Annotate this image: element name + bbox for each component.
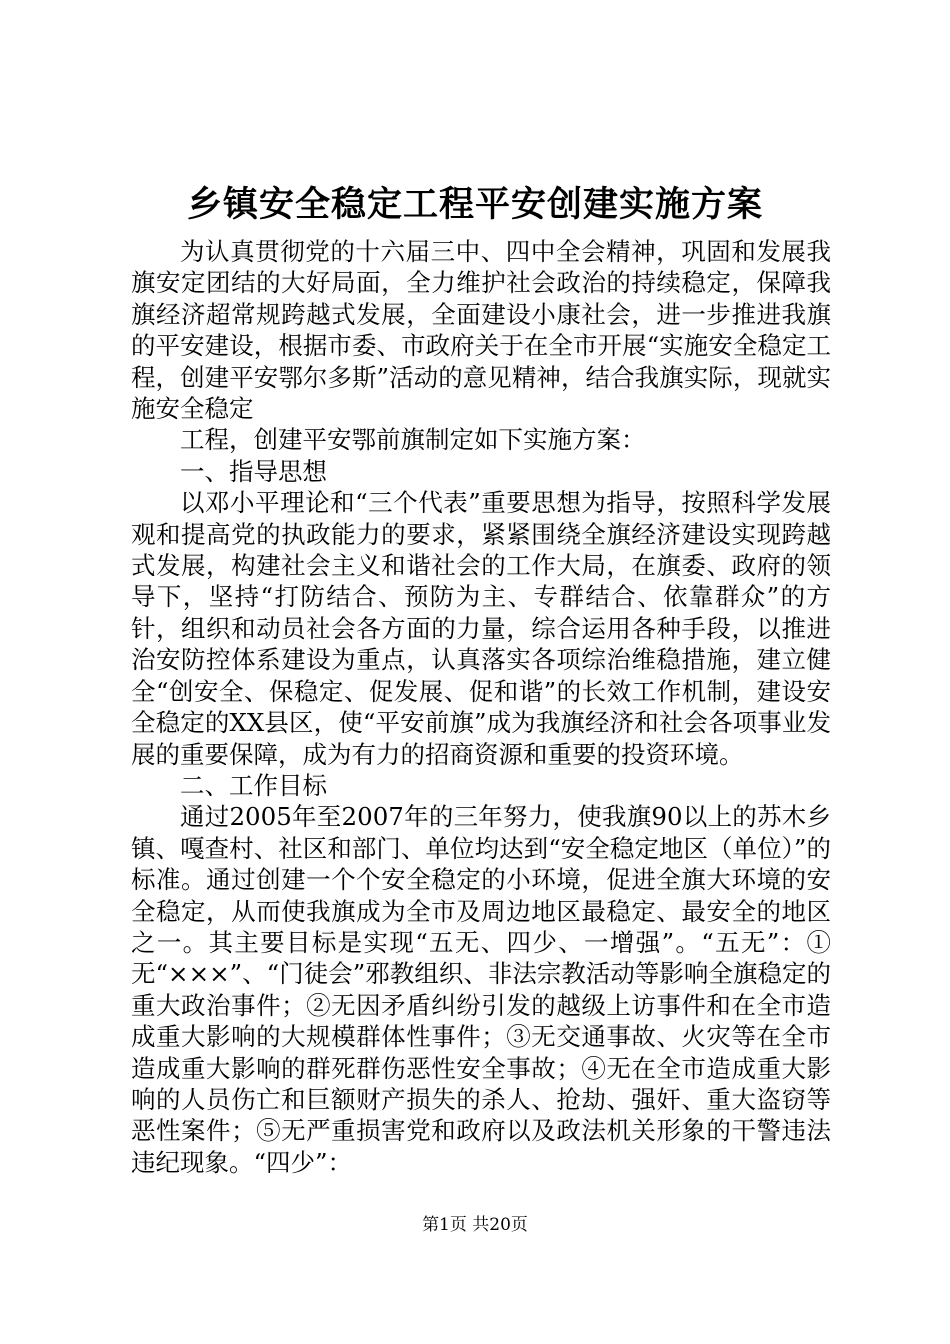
document-body xyxy=(131,236,831,1178)
paragraph-guiding-ideology: 以邓小平理论和“三个代表”重要思想为指导，按照科学发展观和提高党的执政能力的要求，紧紧围绕全旗经济建设实现跨越式发展，构建社会主义和谐社会的工作大局，在旗委、政府的领导下，坚持“打防结合、预防为主、专群结合、依靠群众”的方针，组织和动员社会各方面的力量，综合运用各种手段，以推进治安防控体系建设为重点，认真落实各项综治维稳措施，建立健全“创安全、保稳定、促发展、促和谐”的长效工作机制，建设安全稳定的XX县区，使“平安前旗”成为我旗经济和社会各项事业发展的重要保障，成为有力的招商资源和重要的投资环境。 xyxy=(131,488,831,769)
page-footer: 第1页 共20页 xyxy=(422,1215,528,1235)
paragraph-intro: 为认真贯彻党的十六届三中、四中全会精神，巩固和发展我旗安定团结的大好局面，全力维护社会政治的持续稳定，保障我旗经济超常规跨越式发展，全面建设小康社会，进一步推进我旗的平安建设，根据市委、市政府关于在全市开展“实施安全稳定工程，创建平安鄂尔多斯”活动的意见精神，结合我旗实际，现就实施安全稳定 xyxy=(131,237,831,424)
paragraph-intro-continued: 工程，创建平安鄂前旗制定如下实施方案： xyxy=(180,425,646,455)
section-heading-work-goals: 二、工作目标 xyxy=(180,770,327,800)
section-heading-guiding-ideology: 一、指导思想 xyxy=(180,456,327,486)
document-title: 乡镇安全稳定工程平安创建实施方案 xyxy=(186,184,763,225)
paragraph-work-goals: 通过2005年至2007年的三年努力，使我旗90以上的苏木乡镇、嘎查村、社区和部门、单位均达到“安全稳定地区（单位）”的标准。通过创建一个个安全稳定的小环境，促进全旗大环境的安全稳定，从而使我旗成为全市及周边地区最稳定、最安全的地区之一。其主要目标是实现“五无、四少、一增强”。“五无”：①无“×××”、“门徒会”邪教组织、非法宗教活动等影响全旗稳定的重大政治事件；②无因矛盾纠纷引发的越级上访事件和在全市造成重大影响的大规模群体性事件；③无交通事故、火灾等在全市造成重大影响的群死群伤恶性安全事故；④无在全市造成重大影响的人员伤亡和巨额财产损失的杀人、抢劫、强奸、重大盗窃等恶性案件；⑤无严重损害党和政府以及政法机关形象的干警违法违纪现象。“四少”： xyxy=(131,802,831,1177)
